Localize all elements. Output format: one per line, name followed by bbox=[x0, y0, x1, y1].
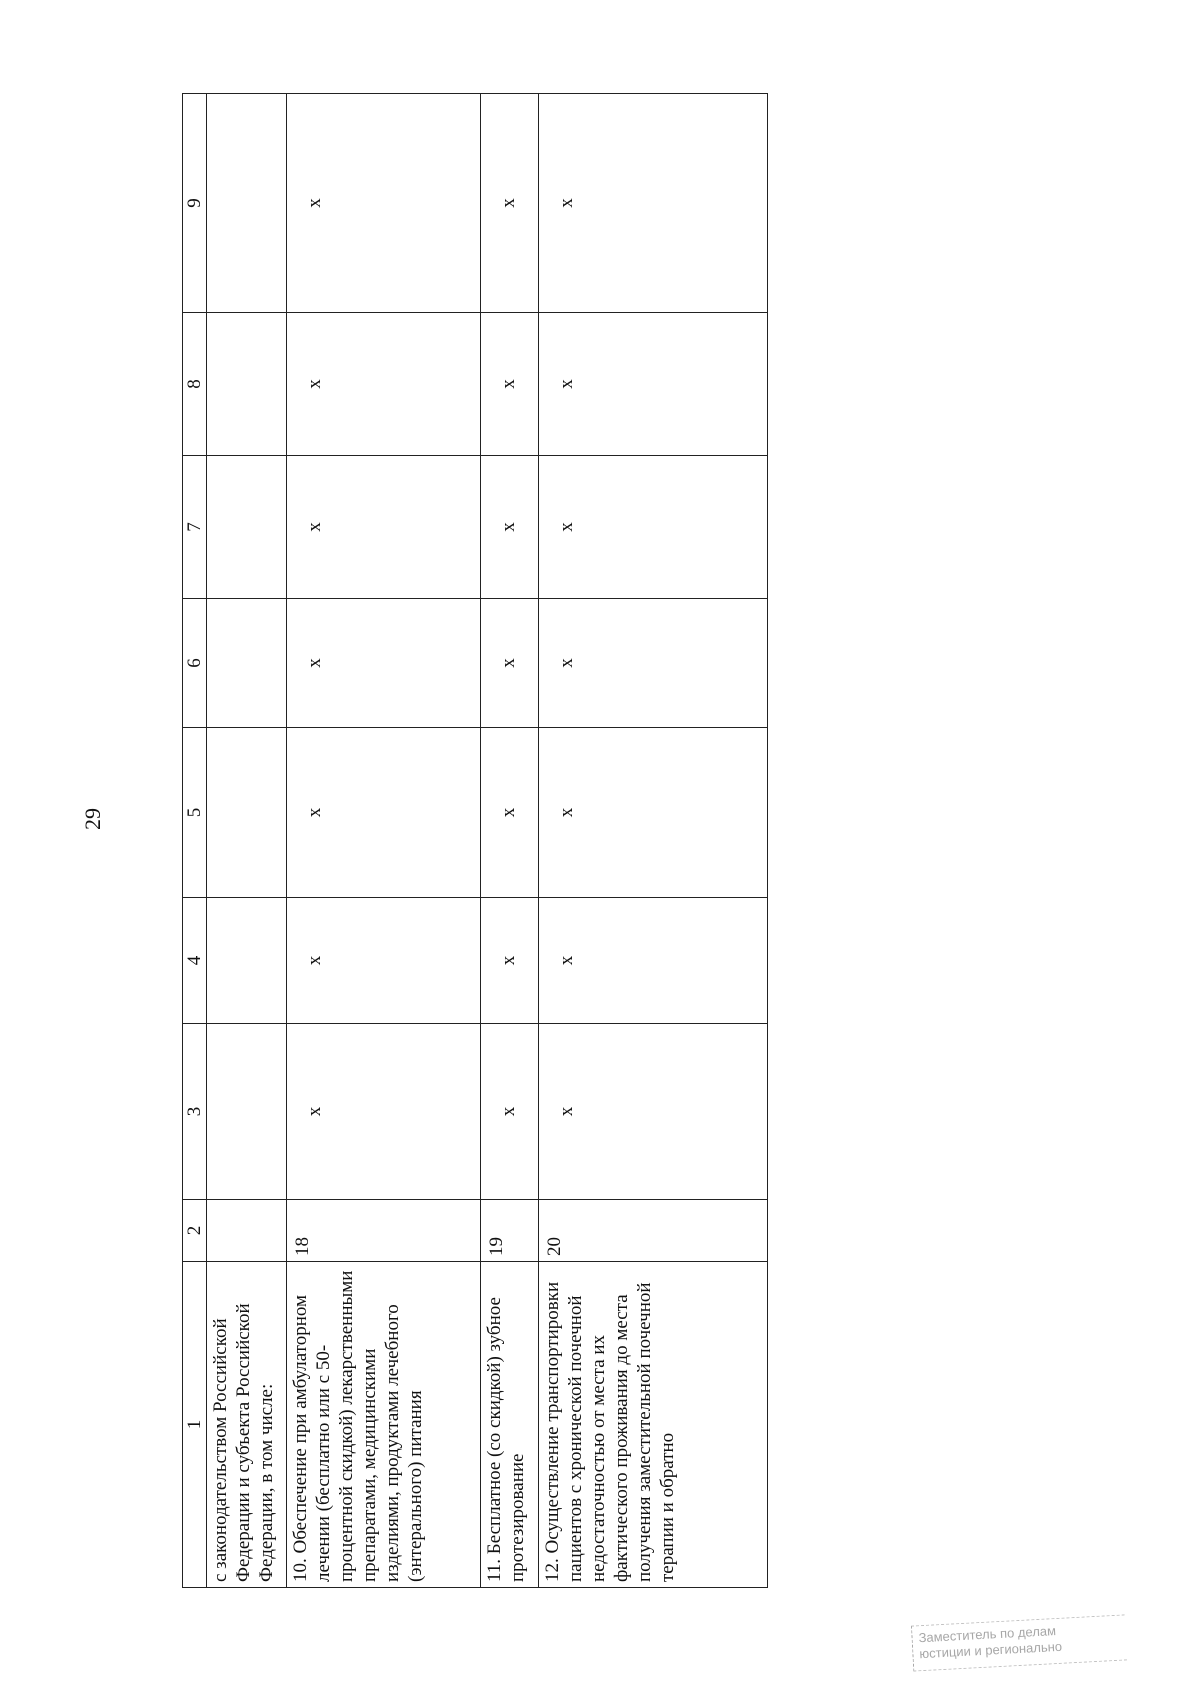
table-cell: х bbox=[481, 456, 539, 599]
column-header: 6 bbox=[183, 599, 207, 728]
table-cell: х bbox=[287, 728, 481, 898]
column-header: 1 bbox=[183, 1262, 207, 1588]
row-number: 20 bbox=[539, 1200, 768, 1262]
row-label: 11. Бесплатное (со скидкой) зубное протезирование bbox=[481, 1262, 539, 1588]
table-cell: х bbox=[539, 456, 768, 599]
table-cell: х bbox=[481, 1024, 539, 1200]
table-cell: х bbox=[287, 313, 481, 456]
row-label: 10. Обеспечение при амбулаторном лечении (бесплатно или с 50-процентной скидкой) лекарственными препаратами, медицинскими изделиями, продуктами лечебного (энтерального) питания bbox=[287, 1262, 481, 1588]
row-number: 19 bbox=[481, 1200, 539, 1262]
column-header: 8 bbox=[183, 313, 207, 456]
stamp-line: юстиции и регионально bbox=[919, 1638, 1063, 1662]
column-header: 9 bbox=[183, 94, 207, 313]
table-cell: х bbox=[481, 898, 539, 1024]
table-cell bbox=[207, 599, 287, 728]
table-header-row bbox=[183, 94, 207, 1588]
table-cell: х bbox=[481, 728, 539, 898]
faded-stamp bbox=[911, 1614, 1127, 1671]
page-number: 29 bbox=[80, 808, 105, 830]
row-label: с законодательством Российской Федерации и субъекта Российской Федерации, в том числе: bbox=[207, 1262, 287, 1588]
table-cell: х bbox=[539, 313, 768, 456]
table-row bbox=[287, 94, 481, 1588]
table-cell bbox=[207, 456, 287, 599]
column-header: 5 bbox=[183, 728, 207, 898]
table-row bbox=[207, 94, 287, 1588]
benefits-table bbox=[182, 93, 768, 1588]
table-cell: х bbox=[481, 313, 539, 456]
rotated-table-container bbox=[182, 94, 768, 1588]
stamp-line: Заместитель по делам bbox=[918, 1623, 1057, 1646]
row-label: 12. Осуществление транспортировки пациентов с хронической почечной недостаточностью от места их фактического проживания до места получения заместительной почечной терапии и обратно bbox=[539, 1262, 768, 1588]
table-cell: х bbox=[481, 94, 539, 313]
table-row bbox=[539, 94, 768, 1588]
row-number bbox=[207, 1200, 287, 1262]
table-cell: х bbox=[539, 1024, 768, 1200]
table-cell bbox=[207, 728, 287, 898]
table-cell: х bbox=[287, 1024, 481, 1200]
table-cell bbox=[207, 94, 287, 313]
table-row bbox=[481, 94, 539, 1588]
table-cell: х bbox=[287, 599, 481, 728]
table-cell: х bbox=[539, 898, 768, 1024]
column-header: 7 bbox=[183, 456, 207, 599]
table-cell: х bbox=[539, 94, 768, 313]
row-number: 18 bbox=[287, 1200, 481, 1262]
table-cell: х bbox=[287, 456, 481, 599]
table-cell bbox=[207, 1024, 287, 1200]
table-cell: х bbox=[539, 599, 768, 728]
table-cell bbox=[207, 313, 287, 456]
table-cell bbox=[207, 898, 287, 1024]
column-header: 3 bbox=[183, 1024, 207, 1200]
table-cell: х bbox=[481, 599, 539, 728]
column-header: 4 bbox=[183, 898, 207, 1024]
table-cell: х bbox=[287, 94, 481, 313]
table-cell: х bbox=[539, 728, 768, 898]
column-header: 2 bbox=[183, 1200, 207, 1262]
table-cell: х bbox=[287, 898, 481, 1024]
